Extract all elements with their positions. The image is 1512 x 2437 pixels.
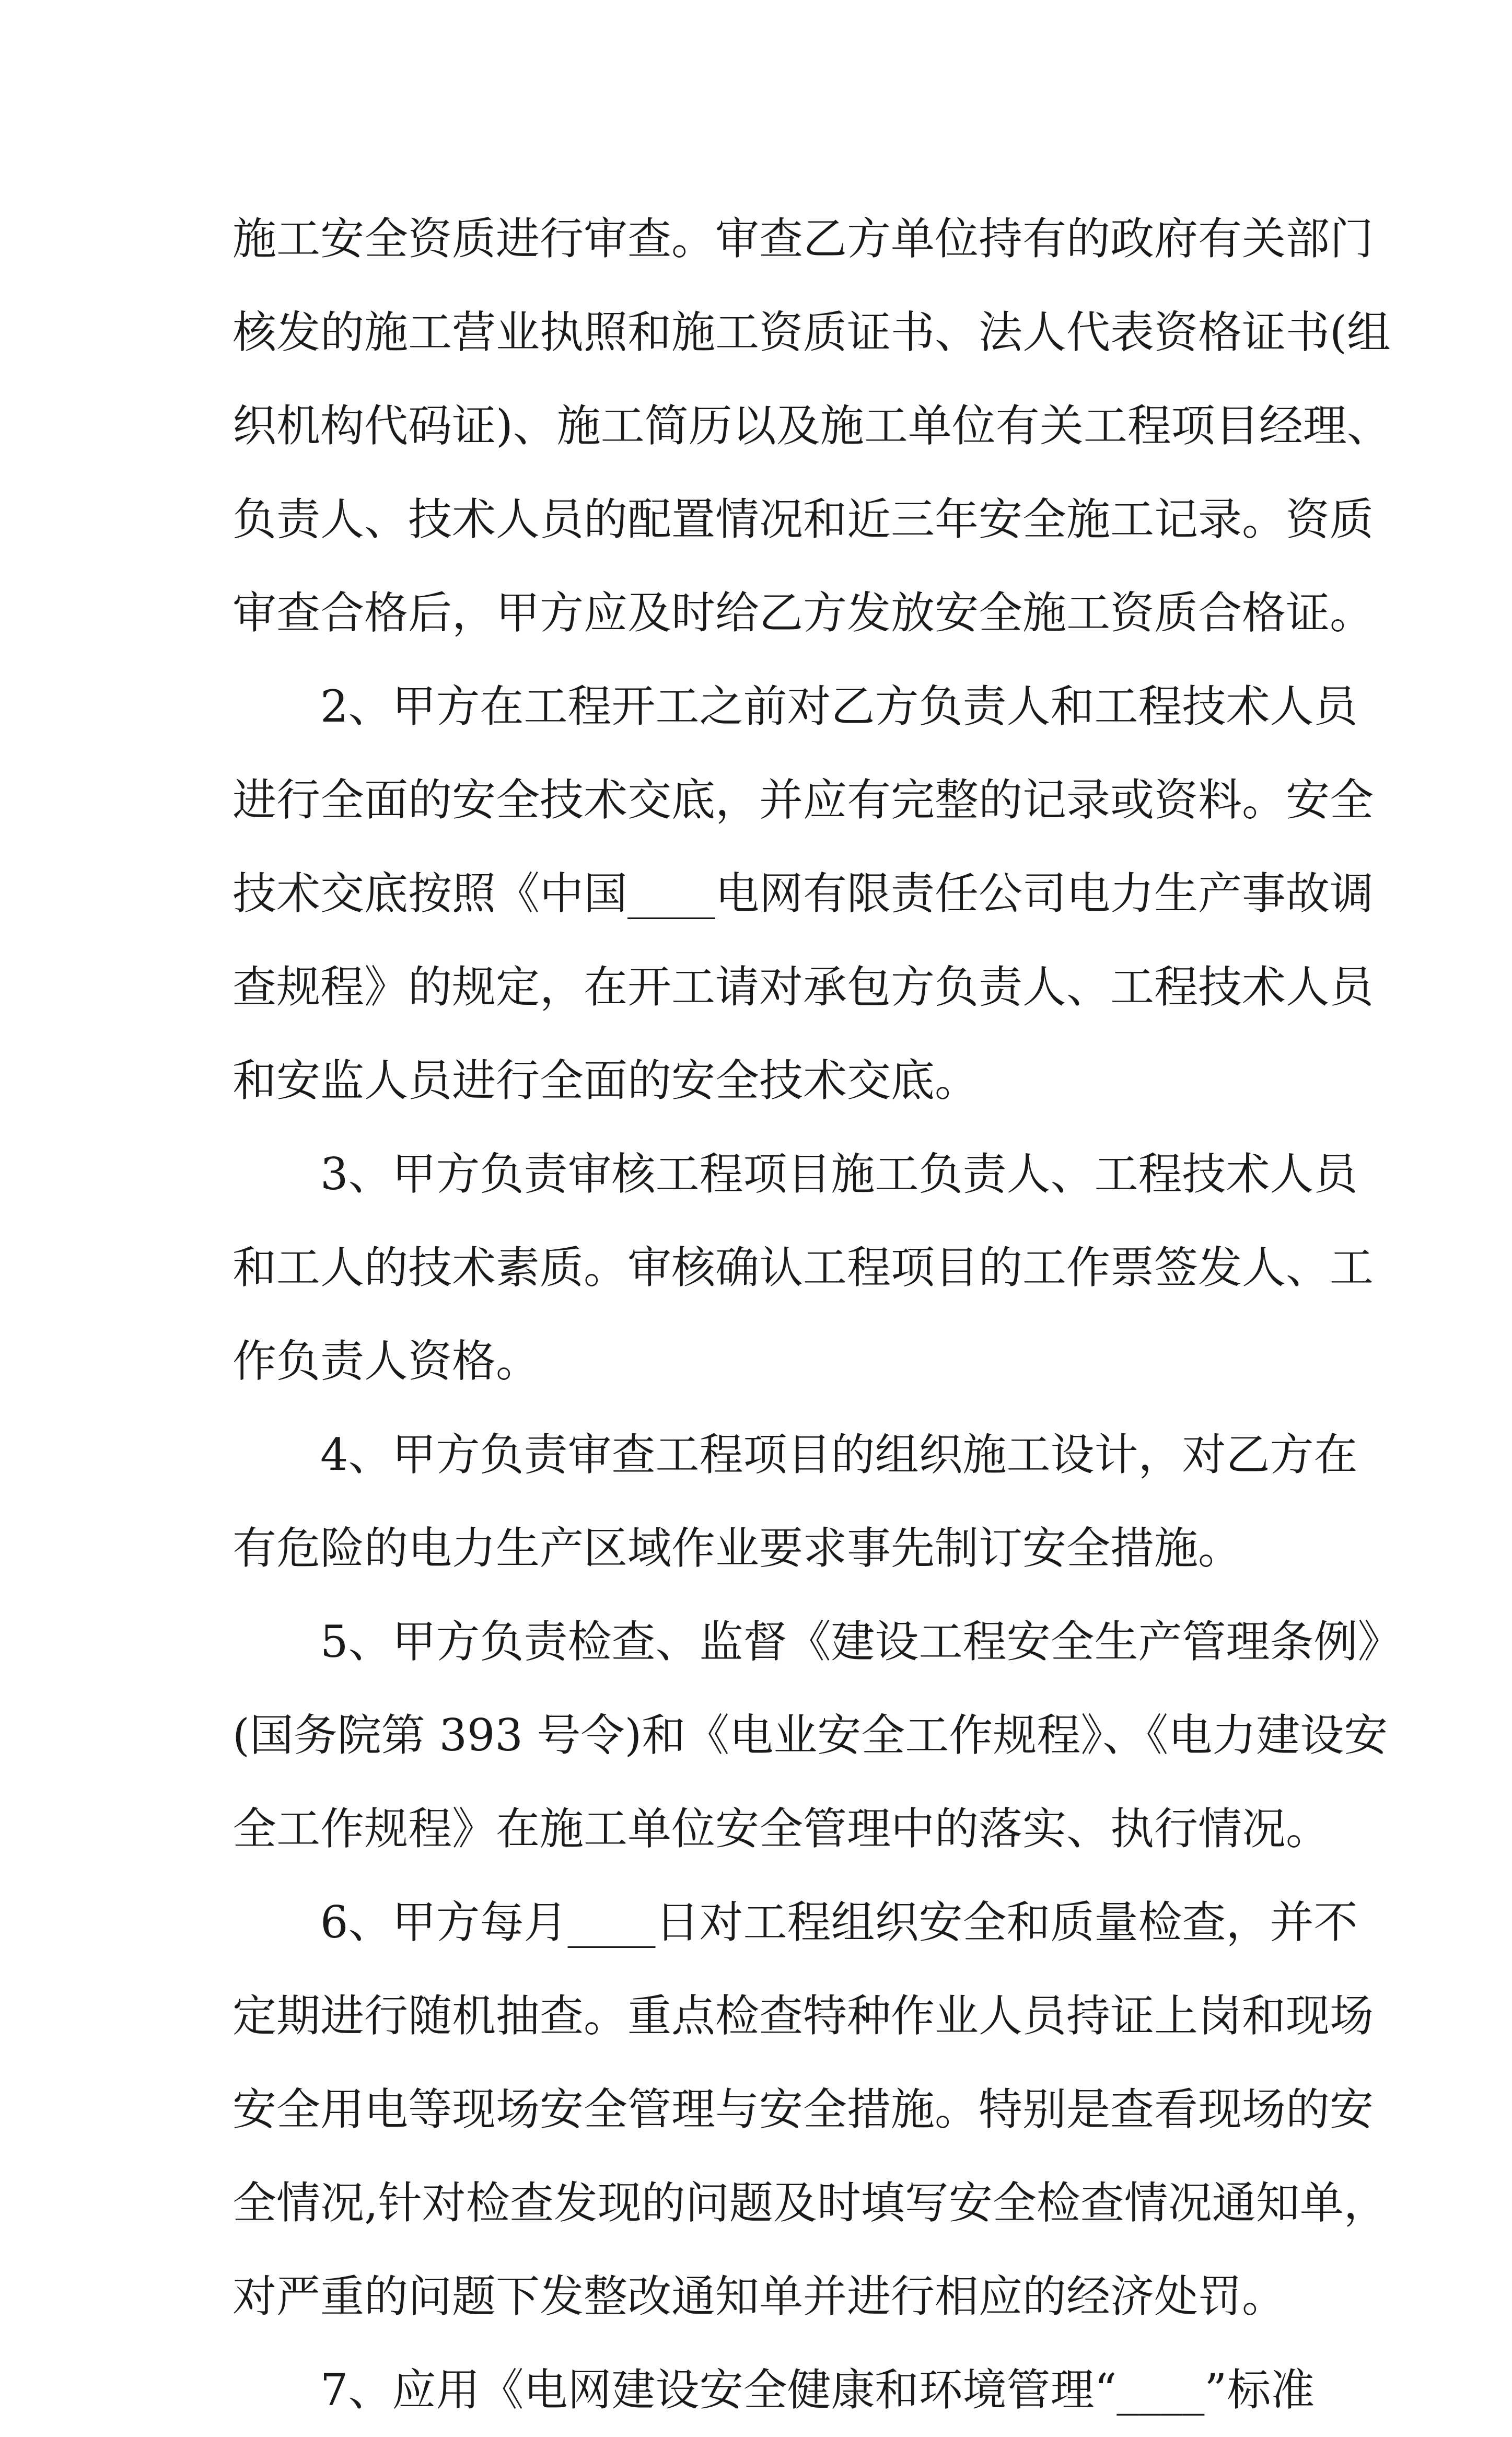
- text-line: 和工人的技术素质。审核确认工程项目的工作票签发人、工: [232, 1242, 1374, 1293]
- text-line: 核发的施工营业执照和施工资质证书、法人代表资格证书(组: [232, 307, 1391, 358]
- text-line: 5、甲方负责检查、监督《建设工程安全生产管理条例》: [320, 1616, 1402, 1667]
- text-line: 对严重的问题下发整改通知单并进行相应的经济处罚。: [232, 2271, 1286, 2322]
- text-line: (国务院第 393 号令)和《电业安全工作规程》、《电力建设安: [232, 1710, 1388, 1761]
- text-line: 6、甲方每月____日对工程组织安全和质量检查，并不: [320, 1897, 1358, 1948]
- text-line: 定期进行随机抽查。重点检查特种作业人员持证上岗和现场: [232, 1990, 1374, 2041]
- text-line: 2、甲方在工程开工之前对乙方负责人和工程技术人员: [320, 681, 1358, 732]
- text-line: 7、应用《电网建设安全健康和环境管理“____”标准: [320, 2364, 1315, 2416]
- text-line: 有危险的电力生产区域作业要求事先制订安全措施。: [232, 1523, 1242, 1574]
- text-line: 3、甲方负责审核工程项目施工负责人、工程技术人员: [320, 1148, 1358, 1200]
- text-line: 4、甲方负责审查工程项目的组织施工设计，对乙方在: [320, 1429, 1358, 1480]
- text-line: 和安监人员进行全面的安全技术交底。: [232, 1055, 979, 1106]
- text-line: 全情况,针对检查发现的问题及时填写安全检查情况通知单，: [232, 2177, 1388, 2229]
- text-line: 负责人、技术人员的配置情况和近三年安全施工记录。资质: [232, 494, 1374, 545]
- text-line: 技术交底按照《中国____电网有限责任公司电力生产事故调: [232, 868, 1374, 919]
- text-line: 全工作规程》在施工单位安全管理中的落实、执行情况。: [232, 1803, 1330, 1854]
- text-line: 织机构代码证)、施工简历以及施工单位有关工程项目经理、: [232, 400, 1391, 451]
- text-line: 进行全面的安全技术交底，并应有完整的记录或资料。安全: [232, 774, 1374, 826]
- text-line: 审查合格后，甲方应及时给乙方发放安全施工资质合格证。: [232, 587, 1374, 639]
- text-line: 安全用电等现场安全管理与安全措施。特别是查看现场的安: [232, 2084, 1374, 2135]
- text-line: 施工安全资质进行审查。审查乙方单位持有的政府有关部门: [232, 213, 1374, 264]
- body-text: [232, 192, 1402, 2437]
- text-line: 查规程》的规定，在开工请对承包方负责人、工程技术人员: [232, 961, 1374, 1013]
- text-line: 作负责人资格。: [232, 1336, 540, 1387]
